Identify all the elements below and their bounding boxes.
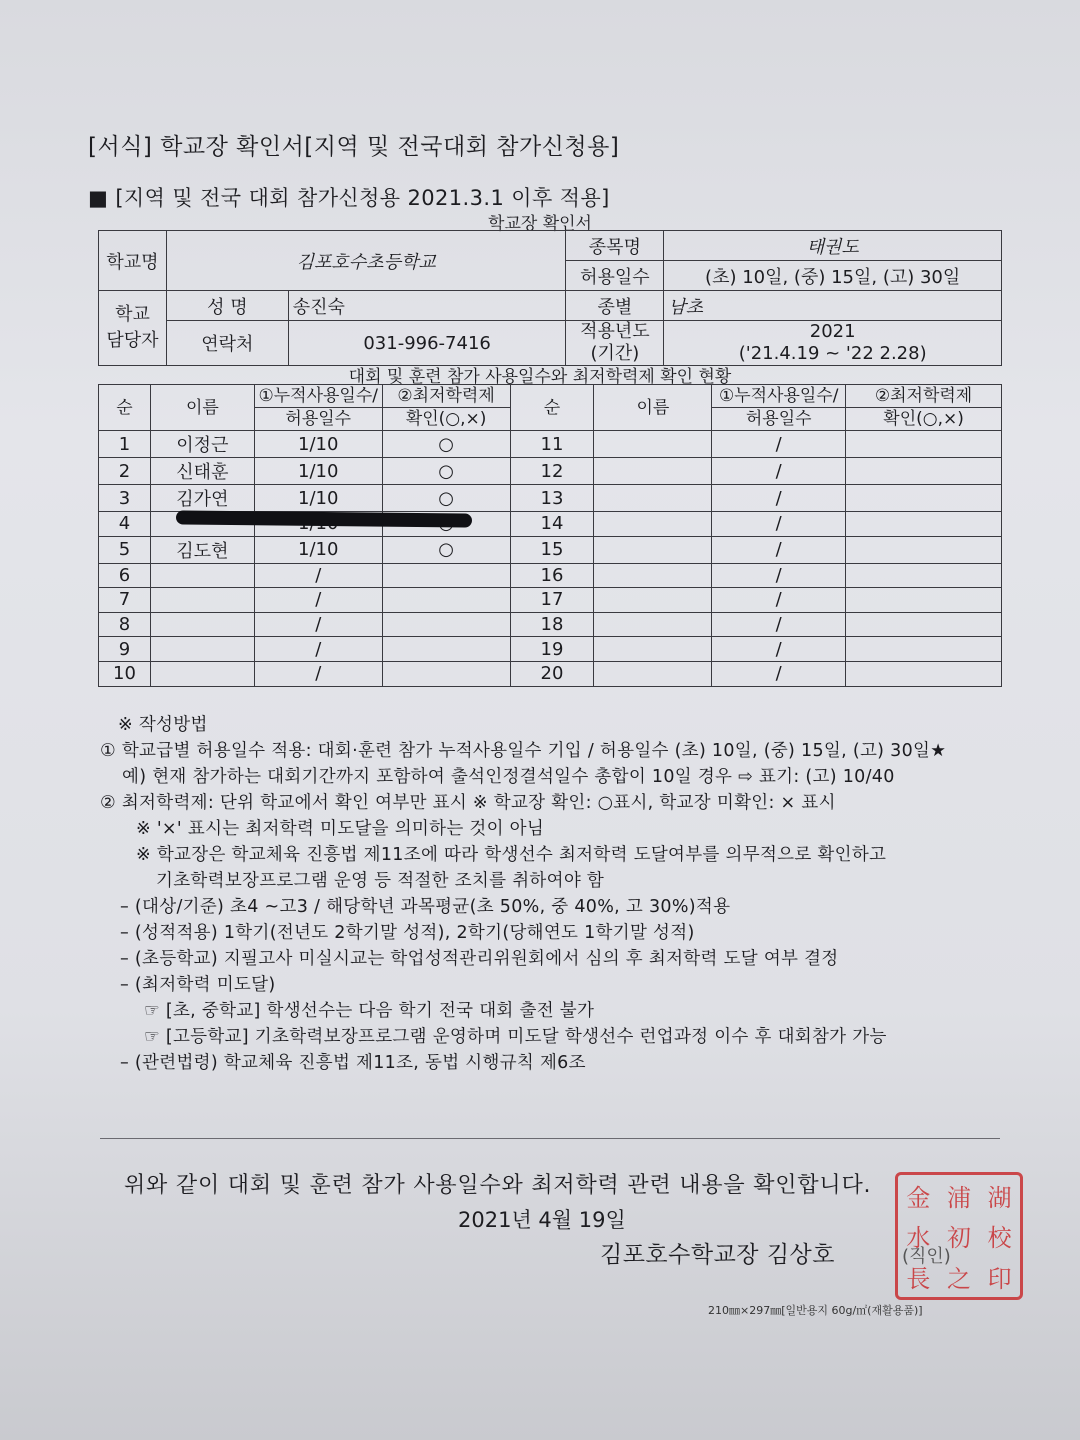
- row-days: /: [254, 612, 382, 637]
- row-no: 12: [510, 458, 594, 485]
- row-no: 7: [99, 588, 151, 613]
- row-check: [846, 612, 1002, 637]
- form-subtitle: ■ [지역 및 전국 대회 참가신청용 2021.3.1 이후 적용]: [88, 186, 610, 210]
- row-no: 1: [99, 431, 151, 458]
- header-days-sub: 허용일수: [712, 408, 846, 431]
- row-no: 6: [99, 563, 151, 588]
- manager-name: 송진숙: [288, 291, 566, 321]
- row-name: [594, 661, 712, 686]
- row-days: /: [712, 563, 846, 588]
- table-row: [99, 458, 1002, 485]
- school-manager-label: 학교 담당자: [99, 291, 167, 366]
- header-days: ①누적사용일수/: [254, 385, 382, 408]
- row-days: /: [712, 485, 846, 512]
- header-min-academic-sub: 확인(○,×): [846, 408, 1002, 431]
- header-min-academic: ②최저학력제: [846, 385, 1002, 408]
- table-row: [99, 661, 1002, 686]
- category-label: 종별: [566, 291, 664, 321]
- row-no: 8: [99, 612, 151, 637]
- row-name: 이정근: [150, 431, 254, 458]
- row-no: 9: [99, 637, 151, 662]
- sport-value: 태권도: [664, 231, 1002, 261]
- row-check: ○: [382, 536, 510, 563]
- row-check: [846, 637, 1002, 662]
- row-name: 김도현: [150, 536, 254, 563]
- row-name: [594, 512, 712, 537]
- confirmation-statement: 위와 같이 대회 및 훈련 참가 사용일수와 최저학력 관련 내용을 확인합니다.: [124, 1173, 872, 1198]
- row-days: /: [712, 661, 846, 686]
- header-days-sub: 허용일수: [254, 408, 382, 431]
- row-name: [150, 588, 254, 613]
- row-name: [594, 588, 712, 613]
- note-line-4: ※ '×' 표시는 최저학력 미도달을 의미하는 것이 아님: [136, 819, 545, 839]
- row-name: [594, 563, 712, 588]
- table-row: [99, 563, 1002, 588]
- row-name: [150, 661, 254, 686]
- row-days: /: [254, 637, 382, 662]
- header-no: 순: [510, 385, 594, 431]
- row-days: /: [712, 588, 846, 613]
- header-name: 이름: [594, 385, 712, 431]
- note-line-3: ② 최저학력제: 단위 학교에서 확인 여부만 표시 ※ 학교장 확인: ○표시, 학교장 미확인: × 표시: [100, 793, 836, 813]
- row-name: [594, 637, 712, 662]
- writing-instructions: [100, 712, 1000, 1076]
- row-days: 1/10: [254, 458, 382, 485]
- row-no: 15: [510, 536, 594, 563]
- contact-label: 연락처: [166, 321, 288, 366]
- row-no: 2: [99, 458, 151, 485]
- divider: [100, 1138, 1000, 1139]
- header-no: 순: [99, 385, 151, 431]
- row-days: /: [712, 431, 846, 458]
- row-check: [382, 637, 510, 662]
- row-check: ○: [382, 458, 510, 485]
- row-name: [594, 458, 712, 485]
- row-name: [594, 431, 712, 458]
- note-line-6: 기초학력보장프로그램 운영 등 적절한 조치를 취하여야 함: [156, 871, 605, 891]
- note-line-13: – (관련법령) 학교체육 진흥법 제11조, 동법 시행규칙 제6조: [120, 1053, 586, 1073]
- school-name-value: 김포호수초등학교: [166, 231, 566, 291]
- row-no: 20: [510, 661, 594, 686]
- sport-label: 종목명: [566, 231, 664, 261]
- row-name: [150, 563, 254, 588]
- row-check: [382, 661, 510, 686]
- row-name: 김가연: [150, 485, 254, 512]
- stamp-mark-text: (직인): [902, 1246, 951, 1267]
- row-days: /: [254, 588, 382, 613]
- note-line-2: 예) 현재 참가하는 대회기간까지 포함하여 출석인정결석일수 총합이 10일 경우 ⇨ 표기: (고) 10/40: [122, 767, 895, 787]
- table-header-row: [99, 385, 1002, 408]
- category-value: 남초: [664, 291, 1002, 321]
- notes-title: ※ 작성방법: [118, 715, 208, 735]
- row-name: [594, 612, 712, 637]
- row-no: 3: [99, 485, 151, 512]
- row-check: [846, 458, 1002, 485]
- participant-table: [98, 384, 1002, 687]
- header-min-academic: ②최저학력제: [382, 385, 510, 408]
- note-line-11: ☞ [초, 중학교] 학생선수는 다음 학기 전국 대회 출전 불가: [144, 1001, 595, 1021]
- row-check: [846, 485, 1002, 512]
- allowed-days-value: (초) 10일, (중) 15일, (고) 30일: [664, 261, 1002, 291]
- row-days: /: [712, 536, 846, 563]
- row-days: /: [254, 563, 382, 588]
- principal-signature: 김포호수학교장 김상호: [600, 1242, 835, 1268]
- apply-year-value: 2021 ('21.4.19 ~ '22 2.28): [664, 321, 1002, 366]
- row-no: 13: [510, 485, 594, 512]
- school-seal-stamp: 金 浦 湖 水 初 校 長 之 印: [895, 1172, 1023, 1300]
- row-no: 17: [510, 588, 594, 613]
- row-no: 18: [510, 612, 594, 637]
- apply-year-label: 적용년도 (기간): [566, 321, 664, 366]
- row-check: [846, 563, 1002, 588]
- note-line-12: ☞ [고등학교] 기초학력보장프로그램 운영하며 미도달 학생선수 런업과정 이수 후 대회참가 가능: [144, 1027, 887, 1047]
- table-row: [99, 612, 1002, 637]
- allowed-days-label: 허용일수: [566, 261, 664, 291]
- row-check: [382, 588, 510, 613]
- row-days: /: [712, 512, 846, 537]
- note-line-10: – (최저학력 미도달): [120, 975, 276, 995]
- row-no: 19: [510, 637, 594, 662]
- row-check: [846, 661, 1002, 686]
- row-no: 4: [99, 512, 151, 537]
- status-caption: 대회 및 훈련 참가 사용일수와 최저학력제 확인 현황: [348, 367, 732, 387]
- table-row: [99, 637, 1002, 662]
- row-check: ○: [382, 431, 510, 458]
- row-check: [846, 536, 1002, 563]
- header-name: 이름: [150, 385, 254, 431]
- table-row: [99, 536, 1002, 563]
- signature-date: 2021년 4월 19일: [458, 1208, 626, 1232]
- school-name-label: 학교명: [99, 231, 167, 291]
- row-check: [846, 512, 1002, 537]
- row-no: 10: [99, 661, 151, 686]
- row-name: [594, 485, 712, 512]
- row-no: 16: [510, 563, 594, 588]
- row-days: /: [712, 458, 846, 485]
- row-days: /: [712, 637, 846, 662]
- table-row: [99, 588, 1002, 613]
- note-line-9: – (초등학교) 지필고사 미실시교는 학업성적관리위원회에서 심의 후 최저학력 도달 여부 결정: [120, 949, 839, 969]
- row-check: [382, 612, 510, 637]
- note-line-7: – (대상/기준) 초4 ~고3 / 해당학년 과목평균(초 50%, 중 40%, 고 30%)적용: [120, 897, 731, 917]
- note-line-1: ① 학교급별 허용일수 적용: 대회·훈련 참가 누적사용일수 기입 / 허용일수 (초) 10일, (중) 15일, (고) 30일★: [100, 741, 947, 761]
- row-name: [594, 536, 712, 563]
- row-no: 11: [510, 431, 594, 458]
- note-line-5: ※ 학교장은 학교체육 진흥법 제11조에 따라 학생선수 최저학력 도달여부를 의무적으로 확인하고: [136, 845, 887, 865]
- table-caption: 학교장 확인서: [488, 214, 592, 234]
- school-info-table: [98, 230, 1002, 366]
- table-row: [99, 485, 1002, 512]
- row-check: ○: [382, 485, 510, 512]
- contact-value: 031-996-7416: [288, 321, 566, 366]
- row-days: 1/10: [254, 536, 382, 563]
- row-days: 1/10: [254, 485, 382, 512]
- row-name: [150, 637, 254, 662]
- note-line-8: – (성적적용) 1학기(전년도 2학기말 성적), 2학기(당해연도 1학기말 성적): [120, 923, 695, 943]
- row-check: [846, 588, 1002, 613]
- paper-spec: 210㎜×297㎜[일반용지 60g/㎡(재활용품)]: [708, 1304, 923, 1317]
- row-name: 신태훈: [150, 458, 254, 485]
- row-check: [846, 431, 1002, 458]
- row-days: /: [254, 661, 382, 686]
- row-name: [150, 612, 254, 637]
- form-title: [서식] 학교장 확인서[지역 및 전국대회 참가신청용]: [88, 134, 620, 160]
- header-min-academic-sub: 확인(○,×): [382, 408, 510, 431]
- row-no: 14: [510, 512, 594, 537]
- row-days: 1/10: [254, 431, 382, 458]
- name-label: 성 명: [166, 291, 288, 321]
- row-days: /: [712, 612, 846, 637]
- row-no: 5: [99, 536, 151, 563]
- table-row: [99, 431, 1002, 458]
- row-check: [382, 563, 510, 588]
- header-days: ①누적사용일수/: [712, 385, 846, 408]
